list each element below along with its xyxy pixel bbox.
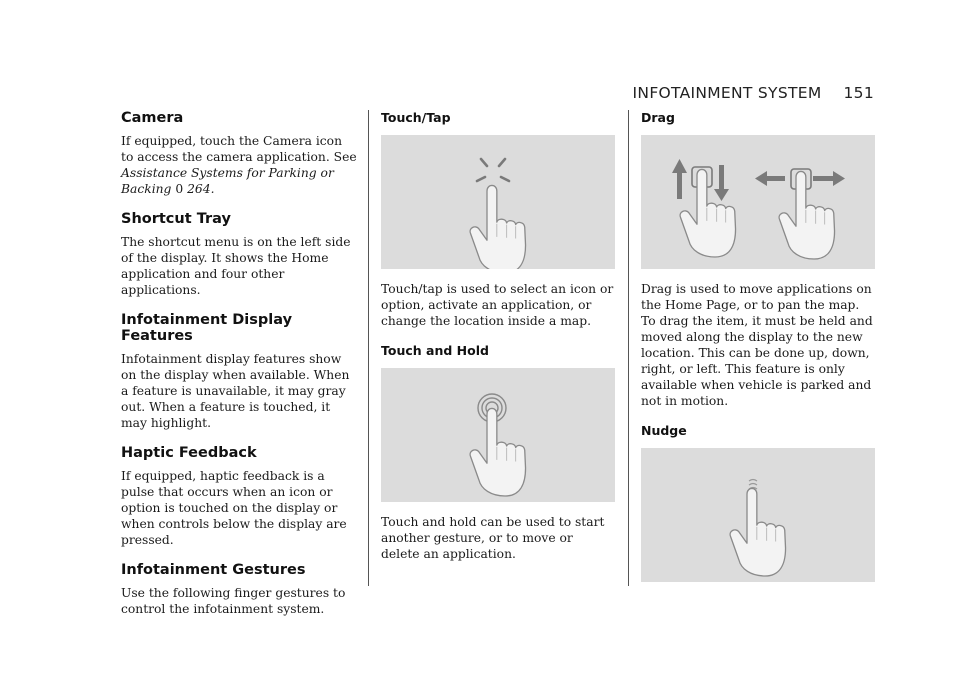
touch-hold-text: Touch and hold can be used to start another gesture, or to move or delete an application. bbox=[381, 515, 605, 561]
camera-paragraph bbox=[121, 133, 357, 197]
gestures-text: Use the following finger gestures to control the infotainment system. bbox=[121, 586, 346, 616]
page-number: 151 bbox=[843, 84, 874, 102]
header-title: INFOTAINMENT SYSTEM bbox=[632, 84, 822, 102]
display-features-heading: Infotainment Display Features bbox=[121, 312, 293, 344]
touch-tap-heading: Touch/Tap bbox=[381, 110, 451, 125]
touch-tap-illustration bbox=[381, 135, 615, 269]
column-divider-2 bbox=[628, 110, 629, 586]
camera-heading: Camera bbox=[121, 110, 184, 126]
page-header bbox=[633, 84, 874, 102]
touch-hold-illustration bbox=[381, 368, 615, 502]
column-middle bbox=[381, 110, 615, 576]
shortcut-tray-heading: Shortcut Tray bbox=[121, 211, 231, 227]
touch-tap-text: Touch/tap is used to select an icon or option, activate an application, or change the location inside a map. bbox=[381, 282, 614, 328]
column-right bbox=[641, 110, 875, 594]
nudge-heading: Nudge bbox=[641, 423, 687, 438]
drag-text: Drag is used to move applications on the Home Page, or to pan the map. To drag the item, it must be held and moved along the display to the new location. This can be done up, down, right, or left. This feature is only available when vehicle is parked and not in motion. bbox=[641, 282, 873, 408]
column-divider-1 bbox=[368, 110, 369, 586]
camera-reference-link[interactable]: Assistance Systems for Parking or Backing bbox=[121, 166, 334, 196]
nudge-illustration bbox=[641, 448, 875, 582]
gestures-heading: Infotainment Gestures bbox=[121, 562, 306, 578]
touch-hold-heading: Touch and Hold bbox=[381, 343, 489, 358]
column-left bbox=[121, 110, 357, 631]
shortcut-tray-text: The shortcut menu is on the left side of the display. It shows the Home application and four other applications. bbox=[121, 235, 351, 297]
drag-illustration bbox=[641, 135, 875, 269]
page-ref-symbol: 0 bbox=[175, 182, 184, 196]
camera-reference-end: . bbox=[210, 182, 215, 196]
display-features-text: Infotainment display features show on the display when available. When a feature is unavailable, it may gray out. When a feature is touched, it may highlight. bbox=[121, 352, 350, 430]
camera-text: If equipped, touch the Camera icon to access the camera application. See bbox=[121, 134, 357, 164]
haptic-feedback-text: If equipped, haptic feedback is a pulse that occurs when an icon or option is touched on the display or when controls below the display are pressed. bbox=[121, 469, 347, 547]
drag-heading: Drag bbox=[641, 110, 675, 125]
camera-reference-page: 264 bbox=[187, 182, 211, 196]
haptic-feedback-heading: Haptic Feedback bbox=[121, 445, 257, 461]
